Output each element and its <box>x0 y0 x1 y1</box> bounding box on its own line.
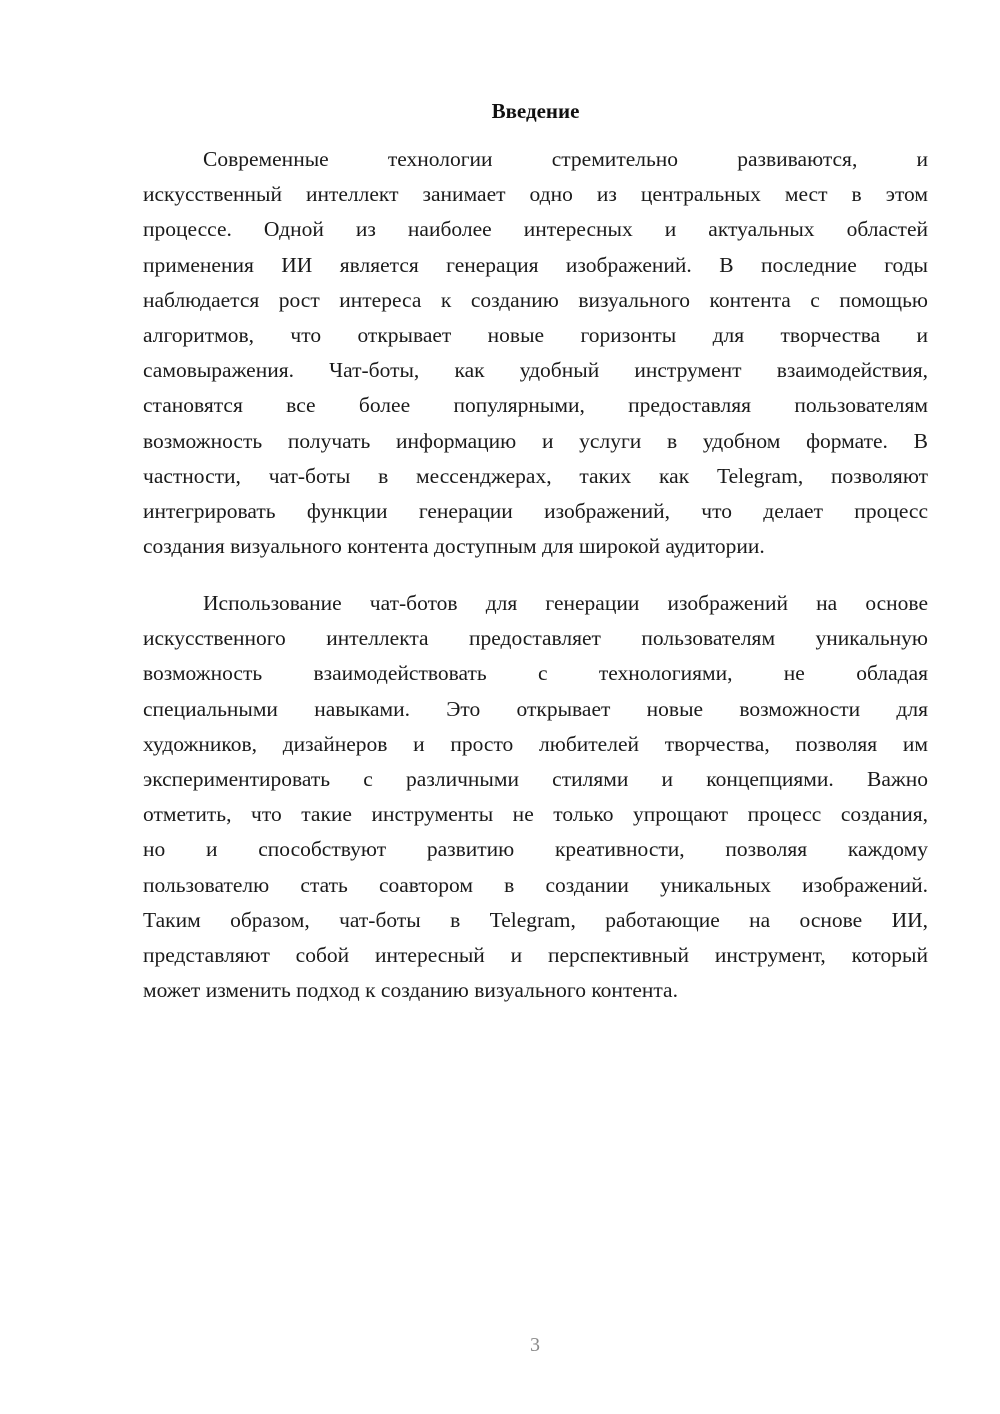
paragraph-1 <box>143 142 928 564</box>
text-line: самовыражения. Чат-боты, как удобный инструмент взаимодействия, <box>143 358 928 383</box>
paragraph-2 <box>143 586 928 1008</box>
text-line: может изменить подход к созданию визуального контента. <box>143 978 678 1003</box>
text-line: наблюдается рост интереса к созданию визуального контента с помощью <box>143 287 928 312</box>
text-line: становятся все более популярными, предоставляя пользователям <box>143 393 928 418</box>
section-title: Введение <box>491 99 580 123</box>
text-line: частности, чат-боты в мессенджерах, таких как Telegram, позволяют <box>143 463 928 488</box>
text-line: Таким образом, чат-боты в Telegram, работающие на основе ИИ, <box>143 907 928 932</box>
text-line: возможность взаимодействовать с технологиями, не обладая <box>143 661 928 686</box>
text-line: пользователю стать соавтором в создании уникальных изображений. <box>143 872 928 897</box>
text-line: Современные технологии стремительно развиваются, и <box>203 147 928 171</box>
text-line: применения ИИ является генерация изображений. В последние годы <box>143 252 928 277</box>
text-line: искусственного интеллекта предоставляет пользователям уникальную <box>143 626 928 651</box>
text-line: Использование чат-ботов для генерации изображений на основе <box>203 591 928 615</box>
text-line: специальными навыками. Это открывает новые возможности для <box>143 696 928 721</box>
text-line: возможность получать информацию и услуги в удобном формате. В <box>143 428 928 453</box>
page-number: 3 <box>530 1334 540 1356</box>
text-line: но и способствуют развитию креативности, позволяя каждому <box>143 837 928 862</box>
text-line: представляют собой интересный и перспективный инструмент, который <box>143 942 928 967</box>
text-line: искусственный интеллект занимает одно из центральных мест в этом <box>143 182 928 207</box>
text-line: художников, дизайнеров и просто любителей творчества, позволяя им <box>143 731 928 756</box>
text-line: отметить, что такие инструменты не только упрощают процесс создания, <box>143 802 928 827</box>
text-line: интегрировать функции генерации изображений, что делает процесс <box>143 498 928 523</box>
text-line: алгоритмов, что открывает новые горизонты для творчества и <box>143 322 928 347</box>
text-line: экспериментировать с различными стилями и концепциями. Важно <box>143 766 928 791</box>
text-line: процессе. Одной из наиболее интересных и актуальных областей <box>143 217 928 242</box>
text-line: создания визуального контента доступным для широкой аудитории. <box>143 534 765 559</box>
